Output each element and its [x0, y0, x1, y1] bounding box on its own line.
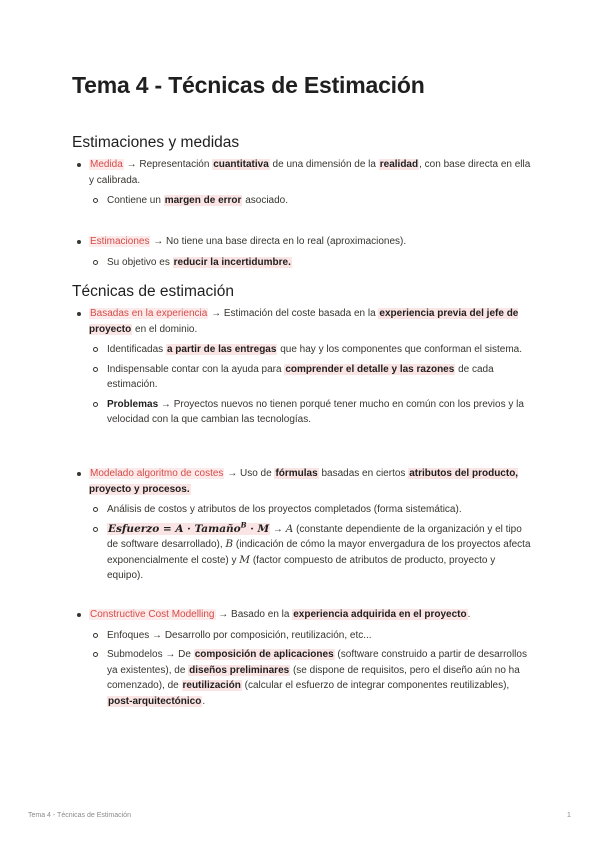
- list-item-modelado: Modelado algoritmo de costes → Uso de fórmulas basadas en ciertos atributos del producto, proyecto y procesos. Análisis de costos y atributos de los proyectos completados (forma sistemática). Esfuerzo = A · Tamaño$^B$ · M → A (constante dependiente de la organización y el tipo de software desarrollado), B (indicación de cómo la mayor envergadura de los proyectos afecta exponencialmente el coste) y M (factor compuesto de atributos de producto, proyecto y equipo).: [72, 466, 532, 584]
- term-basadas: Basadas en la experiencia: [90, 308, 208, 319]
- list-item-formula: Esfuerzo = A · Tamaño$^B$ · M → A (constante dependiente de la organización y el tipo de software desarrollado), B (indicación de cómo la mayor envergadura de los proyectos afecta exponencialmente el coste) y M (factor compuesto de atributos de producto, proyecto y equipo).: [89, 522, 532, 584]
- list-item-submodelos: Submodelos → De composición de aplicaciones (software construido a partir de desarrollos ya existentes), de diseños preliminares (se dispone de requisitos, pero el diseño aún no ha comenzado), de reutilización (calcular el esfuerzo de integrar componentes reutilizables), post-arquitectónico.: [89, 647, 532, 709]
- section-heading-tecnicas: Técnicas de estimación: [72, 283, 234, 300]
- footer-title: Tema 4 - Técnicas de Estimación: [28, 812, 131, 819]
- list-item-problemas: Problemas → Proyectos nuevos no tienen porqué tener mucho en común con los previos y la velocidad con la que cambian las tecnologías.: [89, 397, 532, 428]
- term-constructive: Constructive Cost Modelling: [90, 609, 215, 620]
- estimaciones-block: [72, 234, 532, 274]
- term-modelado: Modelado algoritmo de costes: [90, 468, 224, 479]
- list-item-constructive: Constructive Cost Modelling → Basado en la experiencia adquirida en el proyecto. Enfoques → Desarrollo por composición, reutilización, etc... Submodelos → De composición de aplicaciones (software construido a partir de desarrollos ya existentes), de diseños preliminares (se dispone de requisitos, pero el diseño aún no ha comenzado), de reutilización (calcular el esfuerzo de integrar componentes reutilizables), post-arquitectónico.: [72, 607, 532, 709]
- term-estimaciones: Estimaciones: [90, 236, 150, 247]
- page-title: Tema 4 - Técnicas de Estimación: [72, 72, 425, 98]
- list-item-estimaciones: Estimaciones → No tiene una base directa en lo real (aproximaciones). Su objetivo es reducir la incertidumbre.: [72, 234, 532, 270]
- list-item-analisis: Análisis de costos y atributos de los proyectos completados (forma sistemática).: [89, 502, 532, 518]
- footer-page-number: 1: [567, 812, 571, 819]
- modelado-block: [72, 466, 532, 588]
- list-item-indispensable: Indispensable contar con la ayuda para comprender el detalle y las razones de cada estimación.: [89, 362, 532, 393]
- effort-formula: Esfuerzo = A · Tamaño$^B$ · M: [108, 520, 270, 535]
- list-item-identificadas: Identificadas a partir de las entregas que hay y los componentes que conforman el sistema.: [89, 342, 532, 358]
- list-item-margen-error: Contiene un margen de error asociado.: [89, 193, 532, 209]
- medida-block: [72, 157, 532, 213]
- term-medida: Medida: [90, 159, 123, 170]
- basadas-block: [72, 306, 532, 432]
- section-heading-estimaciones: Estimaciones y medidas: [72, 134, 240, 151]
- list-item-basadas: Basadas en la experiencia → Estimación del coste basada en la experiencia previa del jefe de proyecto en el dominio. Identificadas a partir de las entregas que hay y los componentes que conforman el sistema. Indispensable contar con la ayuda para comprender el detalle y las razones de cada estimación. Problemas → Proyectos nuevos no tienen porqué tener mucho en común con los previos y la velocidad con la que cambian las tecnologías.: [72, 306, 532, 428]
- list-item-objetivo: Su objetivo es reducir la incertidumbre.: [89, 255, 532, 271]
- list-item-enfoques: Enfoques → Desarrollo por composición, reutilización, etc...: [89, 628, 532, 644]
- constructive-block: [72, 607, 532, 713]
- list-item-medida: Medida → Representación cuantitativa de una dimensión de la realidad, con base directa en ella y calibrada. Contiene un margen de error asociado.: [72, 157, 532, 209]
